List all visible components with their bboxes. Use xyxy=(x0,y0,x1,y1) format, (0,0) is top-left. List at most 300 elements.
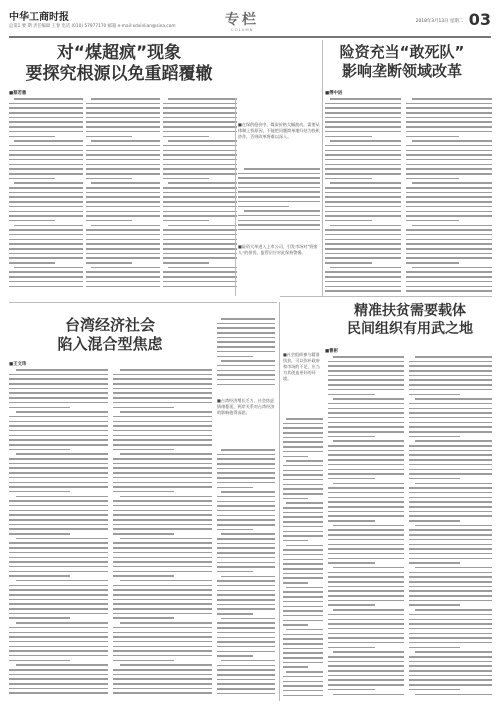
text-line xyxy=(113,430,212,432)
headline-line: 要探究根源以免重蹈覆辙 xyxy=(25,64,213,84)
text-line xyxy=(9,281,83,283)
text-line xyxy=(409,379,492,381)
text-line xyxy=(120,411,212,413)
text-line xyxy=(113,608,212,610)
text-line xyxy=(409,684,492,686)
text-line xyxy=(163,262,209,264)
text-line xyxy=(283,610,323,612)
text-line xyxy=(86,154,160,156)
text-line xyxy=(9,660,70,662)
newspaper-name: 中华工商时报 xyxy=(9,12,69,23)
divider xyxy=(322,40,323,296)
text-line xyxy=(409,478,460,480)
text-line xyxy=(409,492,492,494)
text-line xyxy=(409,403,492,405)
headline-line: 陷入混合型焦虑 xyxy=(57,335,163,353)
headline-article-4 xyxy=(335,302,485,338)
article-2-col-4 xyxy=(217,449,275,701)
text-line xyxy=(217,688,275,690)
text-line xyxy=(9,271,83,273)
text-line xyxy=(409,562,460,564)
text-line xyxy=(328,534,404,536)
text-line xyxy=(9,112,83,114)
text-line xyxy=(217,370,275,372)
text-line xyxy=(409,445,492,447)
text-line xyxy=(328,412,404,414)
text-line xyxy=(217,683,275,685)
text-line xyxy=(325,196,401,198)
text-line xyxy=(113,477,212,479)
text-line xyxy=(9,243,83,245)
text-line xyxy=(409,614,492,616)
text-line xyxy=(217,547,275,549)
text-line xyxy=(409,511,492,513)
text-line xyxy=(9,571,108,573)
text-line xyxy=(217,515,275,517)
text-line xyxy=(415,398,492,400)
text-line xyxy=(328,595,404,597)
text-line xyxy=(113,467,212,469)
text-line xyxy=(330,98,401,100)
text-line xyxy=(163,271,237,273)
text-line xyxy=(9,392,108,394)
text-line xyxy=(412,98,492,100)
text-line xyxy=(283,624,308,626)
text-line xyxy=(86,243,160,245)
text-line xyxy=(168,140,237,142)
text-line xyxy=(86,150,160,152)
article-4-col-2 xyxy=(328,356,404,701)
text-line xyxy=(325,121,401,123)
text-line xyxy=(325,136,372,138)
text-line xyxy=(221,576,275,578)
text-line xyxy=(325,201,401,203)
text-line xyxy=(217,379,275,381)
text-line xyxy=(325,220,372,222)
text-line xyxy=(409,375,492,377)
text-line xyxy=(163,173,237,175)
text-line xyxy=(9,603,108,605)
text-line xyxy=(283,577,323,579)
text-line xyxy=(9,542,108,544)
text-line xyxy=(217,646,275,648)
text-line xyxy=(325,271,401,273)
text-line xyxy=(328,515,404,517)
text-line xyxy=(409,506,492,508)
text-line xyxy=(9,528,108,530)
text-line xyxy=(333,609,404,611)
text-line xyxy=(9,547,108,549)
text-line xyxy=(283,596,323,598)
text-line xyxy=(9,646,108,648)
text-line xyxy=(9,594,108,596)
text-line xyxy=(409,633,492,635)
text-line xyxy=(283,479,323,481)
text-line xyxy=(283,465,323,467)
text-line xyxy=(14,182,83,184)
text-line xyxy=(16,622,108,624)
text-line xyxy=(325,173,401,175)
text-line xyxy=(328,370,404,372)
text-line xyxy=(163,117,237,119)
text-line xyxy=(286,418,323,420)
text-line xyxy=(9,421,108,423)
text-line xyxy=(113,439,212,441)
text-line xyxy=(283,652,323,654)
text-line xyxy=(113,585,212,587)
text-line xyxy=(113,482,212,484)
text-line xyxy=(283,446,323,448)
text-line xyxy=(406,234,492,236)
text-line xyxy=(409,529,492,531)
text-line xyxy=(217,327,275,329)
text-line xyxy=(113,444,212,446)
text-line xyxy=(325,187,401,189)
text-line xyxy=(86,239,160,241)
text-line xyxy=(412,140,492,142)
text-line xyxy=(283,531,323,533)
text-line xyxy=(406,276,492,278)
text-line xyxy=(113,378,212,380)
text-line xyxy=(9,407,70,409)
text-line xyxy=(9,655,108,657)
text-line xyxy=(283,507,323,509)
text-line xyxy=(406,290,492,292)
article-3-col-2 xyxy=(406,98,492,296)
text-line xyxy=(91,98,160,100)
text-line xyxy=(9,430,108,432)
text-line xyxy=(409,544,492,546)
text-line xyxy=(409,576,492,578)
text-line xyxy=(120,580,212,582)
text-line xyxy=(325,178,372,180)
text-line xyxy=(217,510,275,512)
text-line xyxy=(325,239,401,241)
text-line xyxy=(217,679,275,681)
text-line xyxy=(328,637,404,639)
text-line xyxy=(328,562,375,564)
text-line xyxy=(328,379,404,381)
text-line xyxy=(9,613,108,615)
text-line xyxy=(415,440,492,442)
text-line xyxy=(244,210,320,212)
headline-article-1 xyxy=(14,43,224,85)
masthead-info: 总第1 要 期 责任编辑 王春 电话 (010) 57977170 邮箱 e-mail:xdxinlian@sina.com xyxy=(9,24,176,29)
text-line xyxy=(9,206,83,208)
text-line xyxy=(328,558,404,560)
text-line xyxy=(409,408,492,410)
text-line xyxy=(283,451,323,453)
text-line xyxy=(409,590,492,592)
text-line xyxy=(325,112,401,114)
text-line xyxy=(409,361,492,363)
text-line xyxy=(9,599,108,601)
text-line xyxy=(163,248,237,250)
text-line xyxy=(409,604,460,606)
text-line xyxy=(406,257,492,259)
text-line xyxy=(9,449,70,451)
text-line xyxy=(406,159,492,161)
text-line xyxy=(328,361,404,363)
text-line xyxy=(325,243,401,245)
text-line xyxy=(9,378,108,380)
text-line xyxy=(113,627,212,629)
text-line xyxy=(238,191,320,193)
article-2-col-3 xyxy=(217,318,275,390)
text-line xyxy=(9,439,108,441)
text-line xyxy=(9,211,83,213)
text-line xyxy=(325,229,401,231)
text-line xyxy=(330,225,401,227)
text-line xyxy=(9,416,108,418)
text-line xyxy=(406,206,492,208)
text-line xyxy=(283,685,323,687)
text-line xyxy=(283,512,323,514)
text-line xyxy=(9,215,83,217)
text-line xyxy=(217,543,275,545)
text-line xyxy=(283,568,323,570)
text-line xyxy=(217,538,275,540)
text-line xyxy=(113,594,212,596)
text-line xyxy=(217,482,275,484)
text-line xyxy=(409,642,492,644)
text-line xyxy=(217,637,275,639)
text-line xyxy=(9,524,108,526)
text-line xyxy=(283,432,323,434)
headline-line: 台湾经济社会 xyxy=(64,316,155,334)
text-line xyxy=(9,678,108,680)
text-line xyxy=(328,445,404,447)
text-line xyxy=(217,356,253,358)
text-line xyxy=(86,248,160,250)
text-line xyxy=(16,411,108,413)
text-line xyxy=(217,374,275,376)
text-line xyxy=(113,650,212,652)
article-1-col-1 xyxy=(9,98,83,294)
text-line xyxy=(328,469,404,471)
text-line xyxy=(113,683,212,685)
text-line xyxy=(328,436,375,438)
text-line xyxy=(163,201,237,203)
text-line xyxy=(409,384,492,386)
text-line xyxy=(163,243,237,245)
text-line xyxy=(14,267,83,269)
text-line xyxy=(283,582,308,584)
text-line xyxy=(409,548,492,550)
text-line xyxy=(163,206,237,208)
text-line xyxy=(415,567,492,569)
text-line xyxy=(163,215,237,217)
text-line xyxy=(406,145,492,147)
text-line xyxy=(409,520,460,522)
text-line xyxy=(86,159,160,161)
text-line xyxy=(283,441,323,443)
text-line xyxy=(409,487,492,489)
text-line xyxy=(238,182,320,184)
text-line xyxy=(113,561,212,563)
page-number: 03 xyxy=(468,10,491,29)
text-line xyxy=(412,267,492,269)
text-line xyxy=(113,542,212,544)
text-line xyxy=(16,664,108,666)
text-line xyxy=(113,566,212,568)
text-line xyxy=(113,613,212,615)
text-line xyxy=(283,666,308,668)
text-line xyxy=(86,107,160,109)
text-line xyxy=(163,187,237,189)
text-line xyxy=(217,463,275,465)
text-line xyxy=(409,637,492,639)
text-line xyxy=(16,369,108,371)
text-line xyxy=(91,182,160,184)
text-line xyxy=(113,392,212,394)
text-line xyxy=(286,460,323,462)
text-line xyxy=(406,286,492,288)
text-line xyxy=(409,426,492,428)
text-line xyxy=(113,463,212,465)
text-line xyxy=(9,435,108,437)
text-line xyxy=(113,397,212,399)
article-4-col-1 xyxy=(283,418,323,701)
text-line xyxy=(325,117,401,119)
text-line xyxy=(86,201,160,203)
text-line xyxy=(9,650,108,652)
text-line xyxy=(328,497,404,499)
text-line xyxy=(217,487,253,489)
headline-line: 精准扶贫需要载体 xyxy=(354,303,466,319)
text-line xyxy=(283,456,308,458)
text-line xyxy=(406,117,492,119)
text-line xyxy=(325,276,401,278)
text-line xyxy=(217,580,275,582)
text-line xyxy=(412,182,492,184)
text-line xyxy=(283,516,323,518)
text-line xyxy=(328,506,404,508)
text-line xyxy=(238,173,320,175)
text-line xyxy=(113,547,212,549)
text-line xyxy=(325,206,401,208)
text-line xyxy=(325,281,401,283)
text-line xyxy=(9,117,83,119)
text-line xyxy=(113,646,212,648)
pull-quote-4: ■社会组织参与精准扶贫，可以弥补政府和市场的不足，应当为其创造更好的环境。 xyxy=(283,352,320,382)
text-line xyxy=(9,168,83,170)
text-line xyxy=(328,633,404,635)
text-line xyxy=(14,225,83,227)
text-line xyxy=(406,126,492,128)
text-line xyxy=(9,467,108,469)
text-line xyxy=(113,660,174,662)
text-line xyxy=(328,450,404,452)
text-line xyxy=(9,444,108,446)
text-line xyxy=(86,276,160,278)
text-line xyxy=(325,150,401,152)
text-line xyxy=(333,356,404,358)
text-line xyxy=(9,145,83,147)
text-line xyxy=(217,468,275,470)
text-line xyxy=(328,473,404,475)
text-line xyxy=(283,648,323,650)
text-line xyxy=(113,692,212,694)
text-line xyxy=(238,206,289,208)
text-line xyxy=(86,136,132,138)
text-line xyxy=(406,239,492,241)
text-line xyxy=(325,192,401,194)
text-line xyxy=(163,276,237,278)
text-line xyxy=(328,628,404,630)
text-line xyxy=(9,566,108,568)
text-line xyxy=(328,464,404,466)
text-line xyxy=(113,575,174,577)
text-line xyxy=(325,286,401,288)
text-line xyxy=(415,694,492,696)
text-line xyxy=(333,483,404,485)
text-line xyxy=(328,422,404,424)
text-line xyxy=(217,566,275,568)
text-line xyxy=(163,178,209,180)
text-line xyxy=(9,486,108,488)
text-line xyxy=(406,187,492,189)
text-line xyxy=(217,552,275,554)
text-line xyxy=(333,694,404,696)
article-4-col-3 xyxy=(409,356,492,701)
text-line xyxy=(113,374,212,376)
text-line xyxy=(9,632,108,634)
text-line xyxy=(328,511,404,513)
divider xyxy=(9,302,277,303)
text-line xyxy=(163,281,237,283)
text-line xyxy=(221,618,275,620)
text-line xyxy=(328,408,404,410)
text-line xyxy=(163,150,237,152)
text-line xyxy=(9,477,108,479)
text-line xyxy=(120,369,212,371)
text-line xyxy=(217,505,275,507)
text-line xyxy=(86,103,160,105)
text-line xyxy=(406,178,459,180)
text-line xyxy=(333,651,404,653)
text-line xyxy=(325,168,401,170)
text-line xyxy=(406,211,492,213)
text-line xyxy=(9,397,108,399)
text-line xyxy=(217,622,275,624)
text-line xyxy=(406,121,492,123)
text-line xyxy=(283,549,323,551)
text-line xyxy=(86,286,160,288)
text-line xyxy=(415,483,492,485)
text-line xyxy=(325,211,401,213)
text-line xyxy=(16,580,108,582)
text-line xyxy=(9,608,108,610)
text-line xyxy=(163,257,237,259)
text-line xyxy=(283,657,323,659)
text-line xyxy=(283,493,323,495)
text-line xyxy=(406,103,492,105)
text-line xyxy=(409,365,492,367)
article-1-col-4 xyxy=(238,168,320,234)
text-line xyxy=(9,220,55,222)
text-line xyxy=(113,603,212,605)
text-line xyxy=(113,557,212,559)
text-line xyxy=(409,572,492,574)
text-line xyxy=(86,206,160,208)
text-line xyxy=(325,248,401,250)
text-line xyxy=(113,500,212,502)
text-line xyxy=(328,553,404,555)
text-line xyxy=(283,437,323,439)
text-line xyxy=(9,178,55,180)
text-line xyxy=(113,636,212,638)
